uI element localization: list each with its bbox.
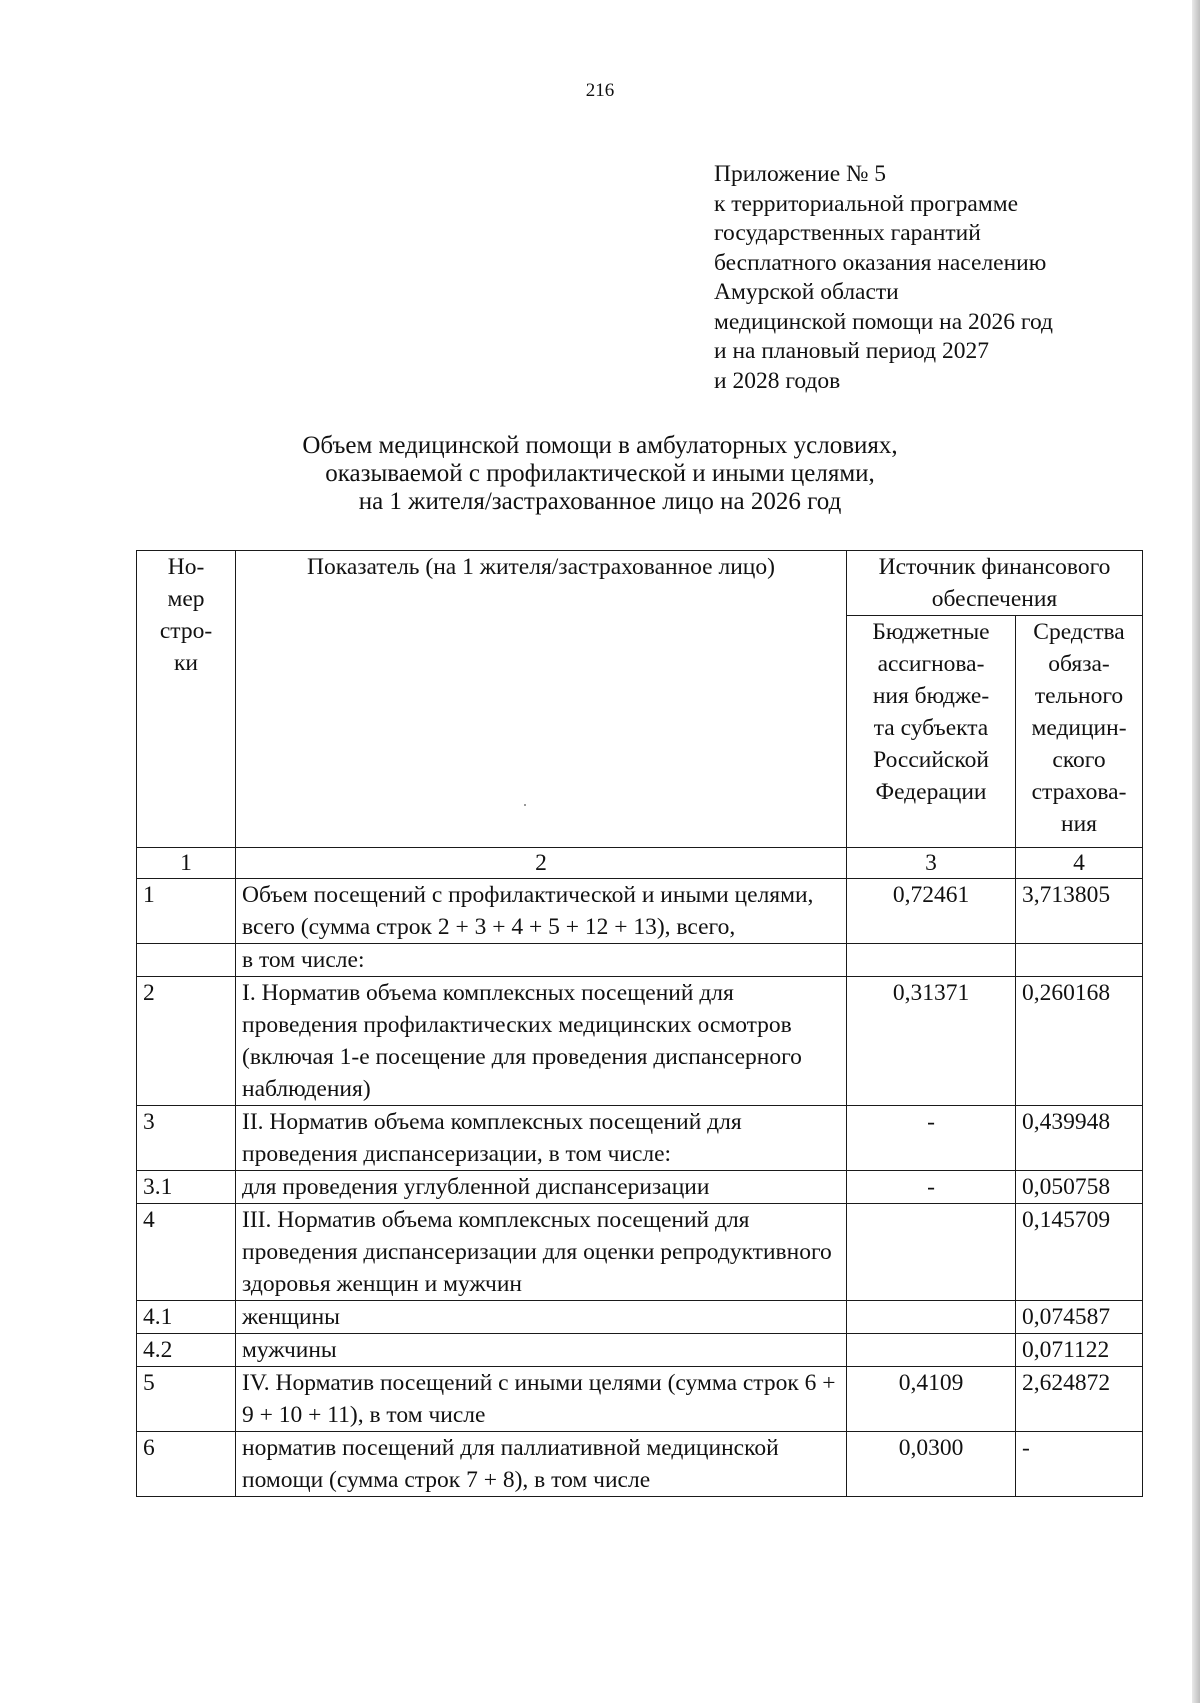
row-indicator: III. Норматив объема комплексных посещений для проведения диспансеризации для оценки репродуктивного здоровья женщин и мужчин [236,1204,847,1301]
row-indicator: II. Норматив объема комплексных посещений для проведения диспансеризации, в том числе: [236,1106,847,1171]
table-row [137,879,1143,944]
appendix-line: медицинской помощи на 2026 год [714,308,1053,335]
header-indicator: Показатель (на 1 жителя/застрахованное лицо) [236,551,847,848]
appendix-line: Приложение № 5 [714,161,887,187]
row-oms-value: 0,074587 [1016,1301,1143,1334]
table-row [137,1171,1143,1204]
row-oms-value: - [1016,1432,1143,1497]
row-number: 4.1 [137,1301,236,1334]
row-oms-value: 0,260168 [1016,977,1143,1106]
row-oms-value: 0,145709 [1016,1204,1143,1301]
table-row [137,1106,1143,1171]
row-indicator: для проведения углубленной диспансеризации [236,1171,847,1204]
title-line: оказываемой с профилактической и иными целями, [325,460,875,487]
row-budget-value: 0,4109 [847,1367,1016,1432]
appendix-line: государственных гарантий [714,220,981,246]
row-number: 3 [137,1106,236,1171]
column-number: 3 [847,848,1016,879]
row-oms-value: 3,713805 [1016,879,1143,944]
title-line: на 1 жителя/застрахованное лицо на 2026 год [358,488,842,515]
row-indicator: Объем посещений с профилактической и иными целями, всего (сумма строк 2 + 3 + 4 + 5 + 12 + 13), всего, [236,879,847,944]
row-indicator: I. Норматив объема комплексных посещений для проведения профилактических медицинских осмотров (включая 1-е посещение для проведения диспансерного наблюдения) [236,977,847,1106]
column-number: 1 [137,848,236,879]
header-funding-source: Источник финансового обеспечения [847,551,1143,616]
table-row [137,1204,1143,1301]
table-row [137,977,1143,1106]
row-number [137,944,236,977]
row-budget-value [847,1301,1016,1334]
medical-volume-table [136,550,1143,1497]
row-budget-value: 0,0300 [847,1432,1016,1497]
row-indicator: норматив посещений для паллиативной медицинской помощи (сумма строк 7 + 8), в том числе [236,1432,847,1497]
row-indicator: IV. Норматив посещений с иными целями (сумма строк 6 + 9 + 10 + 11), в том числе [236,1367,847,1432]
row-oms-value: 0,439948 [1016,1106,1143,1171]
table-row [137,1301,1143,1334]
row-budget-value [847,944,1016,977]
row-number: 5 [137,1367,236,1432]
table-row [137,944,1143,977]
appendix-line: и 2028 годов [714,367,841,394]
row-oms-value: 0,050758 [1016,1171,1143,1204]
column-number: 2 [236,848,847,879]
header-budget: Бюджетные ассигнова- ния бюдже- та субъекта Российской Федерации [847,616,1016,848]
row-budget-value: - [847,1171,1016,1204]
row-budget-value [847,1204,1016,1301]
row-number: 1 [137,879,236,944]
appendix-line: и на плановый период 2027 [714,338,989,364]
row-oms-value: 0,071122 [1016,1334,1143,1367]
scan-edge [1192,0,1200,1703]
table-row [137,1367,1143,1432]
row-number: 2 [137,977,236,1106]
row-indicator: мужчины [236,1334,847,1367]
appendix-block [714,160,1154,396]
row-indicator: женщины [236,1301,847,1334]
appendix-line: к территориальной программе [714,190,1019,217]
row-number: 6 [137,1432,236,1497]
row-number: 4 [137,1204,236,1301]
row-oms-value: 2,624872 [1016,1367,1143,1432]
row-budget-value: 0,31371 [847,977,1016,1106]
row-indicator: в том числе: [236,944,847,977]
row-budget-value [847,1334,1016,1367]
row-number: 4.2 [137,1334,236,1367]
table-row [137,1432,1143,1497]
document-title [0,432,1200,516]
appendix-line: Амурской области [714,279,899,305]
column-number: 4 [1016,848,1143,879]
row-oms-value [1016,944,1143,977]
column-number-row [137,848,1143,879]
header-oms: Средства обяза- тельного медицин- ского страхова- ния [1016,616,1143,848]
table-header-row [137,551,1143,616]
table-row [137,1334,1143,1367]
appendix-line: бесплатного оказания населению [714,249,1047,276]
row-budget-value: 0,72461 [847,879,1016,944]
row-budget-value: - [847,1106,1016,1171]
row-number: 3.1 [137,1171,236,1204]
page-number: 216 [585,80,615,101]
title-line: Объем медицинской помощи в амбулаторных условиях, [302,432,898,459]
header-row-number: Но- мер стро- ки [137,551,236,848]
